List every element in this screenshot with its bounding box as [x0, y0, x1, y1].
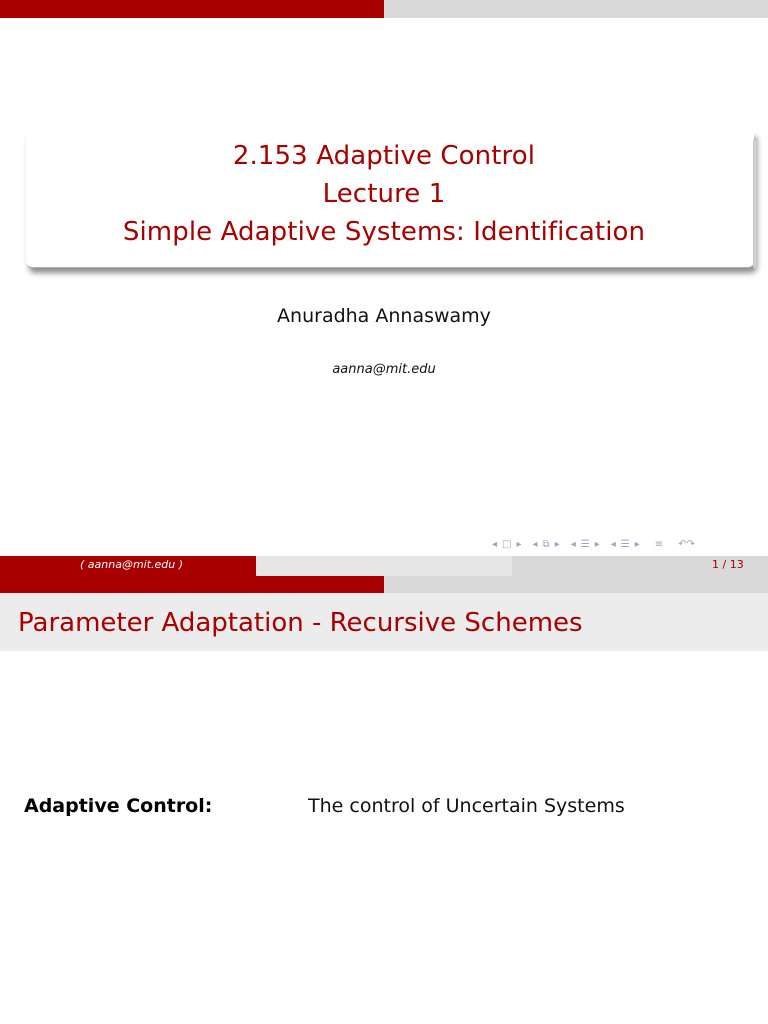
nav-section-icon[interactable]: ☰ — [580, 539, 590, 550]
nav-slide-icon[interactable]: □ — [502, 539, 512, 550]
nav-subsection-icon[interactable]: ☰ — [620, 539, 630, 550]
definition-term: Adaptive Control: — [24, 795, 213, 817]
nav-search-icon[interactable]: ↶↷ — [678, 539, 695, 550]
slide2-header-bar-left — [0, 576, 384, 593]
lecture-number: Lecture 1 — [322, 179, 446, 209]
nav-next-section-icon[interactable]: ▸ — [594, 539, 600, 550]
nav-next-frame-icon[interactable]: ▸ — [554, 539, 560, 550]
author-email: aanna@mit.edu — [332, 362, 436, 377]
nav-next-subsection-icon[interactable]: ▸ — [634, 539, 640, 550]
lecture-title: Simple Adaptive Systems: Identification — [122, 217, 646, 247]
definition-text: The control of Uncertain Systems — [308, 795, 625, 817]
footer-bar-middle — [256, 556, 512, 576]
header-bar-right — [384, 0, 768, 18]
footer-email: ( aanna@mit.edu ) — [80, 558, 184, 571]
nav-prev-section-icon[interactable]: ◂ — [570, 539, 576, 550]
nav-prev-slide-icon[interactable]: ◂ — [492, 539, 498, 550]
beamer-navigation — [492, 537, 695, 553]
course-title: 2.153 Adaptive Control — [232, 141, 536, 171]
frame-title: Parameter Adaptation - Recursive Schemes — [18, 608, 583, 638]
nav-next-slide-icon[interactable]: ▸ — [516, 539, 522, 550]
page-number: 1 / 13 — [712, 558, 744, 571]
header-bar-left — [0, 0, 384, 18]
author-name: Anuradha Annaswamy — [277, 305, 491, 327]
nav-prev-frame-icon[interactable]: ◂ — [532, 539, 538, 550]
nav-prev-subsection-icon[interactable]: ◂ — [610, 539, 616, 550]
nav-frame-icon[interactable]: ⧉ — [542, 539, 550, 550]
slide2-header-bar-right — [384, 576, 768, 593]
nav-align-icon[interactable]: ≡ — [654, 539, 664, 550]
